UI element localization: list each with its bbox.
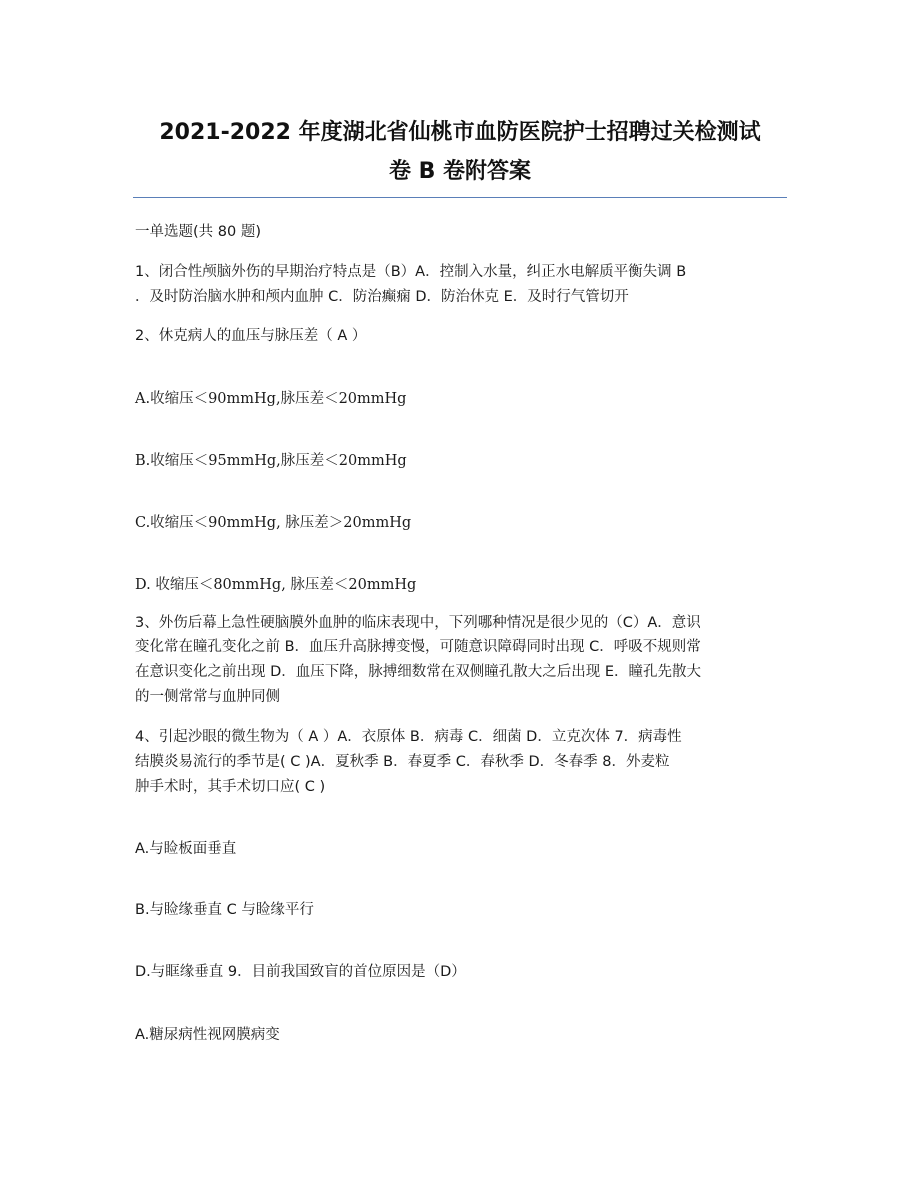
question-3-line-3: 在意识变化之前出现 D．血压下降，脉搏细数常在双侧瞳孔散大之后出现 E．瞳孔先散大 [135, 664, 702, 680]
question-9-option-a: A.糖尿病性视网膜病变 [135, 1027, 280, 1043]
question-8-option-a: A.与睑板面垂直 [135, 841, 237, 857]
question-2-option-c: C.收缩压＜90mmHg, 脉压差＞20mmHg [135, 515, 412, 531]
question-4-line-2: 结膜炎易流行的季节是( C )A．夏秋季 B．春夏季 C．春秋季 D．冬春季 8．外麦粒 [135, 754, 670, 770]
question-3-line-1: 3、外伤后幕上急性硬脑膜外血肿的临床表现中，下列哪种情况是很少见的（C）A．意识 [135, 615, 701, 631]
question-1-line-1: 1、闭合性颅脑外伤的早期治疗特点是（B）A．控制入水量，纠正水电解质平衡失调 B [135, 264, 687, 280]
question-3-line-2: 变化常在瞳孔变化之前 B．血压升高脉搏变慢，可随意识障碍同时出现 C．呼吸不规则常 [135, 639, 701, 655]
question-2-option-a: A.收缩压＜90mmHg,脉压差＜20mmHg [135, 391, 407, 407]
question-8-option-b: B.与睑缘垂直 C 与睑缘平行 [135, 902, 314, 918]
document-title-line1: 2021-2022 年度湖北省仙桃市血防医院护士招聘过关检测试 [159, 120, 761, 145]
question-2-option-d: D. 收缩压＜80mmHg, 脉压差＜20mmHg [135, 577, 417, 593]
question-8-option-d-and-q9: D.与眶缘垂直 9．目前我国致盲的首位原因是（D） [135, 964, 466, 980]
question-2-option-b: B.收缩压＜95mmHg,脉压差＜20mmHg [135, 453, 407, 469]
question-4-line-1: 4、引起沙眼的微生物为（ A ）A．衣原体 B．病毒 C．细菌 D．立克次体 7．病毒性 [135, 729, 682, 745]
question-3-line-4: 的一侧常常与血肿同侧 [135, 689, 280, 705]
section-heading: 一单选题(共 80 题) [135, 224, 261, 240]
document-title-line2: 卷 B 卷附答案 [388, 159, 532, 184]
title-divider [133, 197, 787, 198]
question-2: 2、休克病人的血压与脉压差（ A ） [135, 328, 367, 344]
question-1-line-2: ．及时防治脑水肿和颅内血肿 C．防治癫痫 D．防治休克 E．及时行气管切开 [135, 289, 629, 305]
question-4-line-3: 肿手术时，其手术切口应( C ) [135, 779, 326, 795]
